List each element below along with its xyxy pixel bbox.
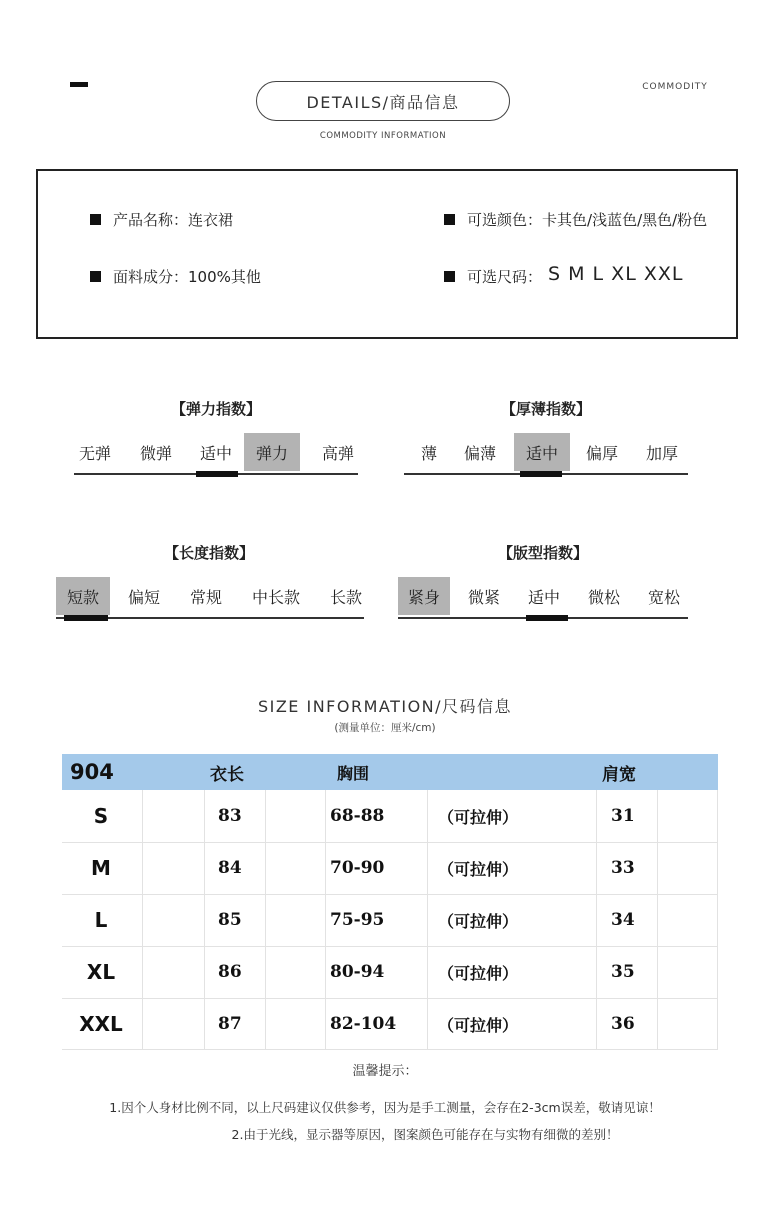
grid-line [325, 790, 326, 1050]
measurement-unit: (测量单位：厘米/cm) [334, 722, 436, 734]
fabric-value: 100%其他 [188, 268, 261, 286]
size-table [62, 754, 718, 1050]
index-option: 适中 [514, 433, 570, 471]
bust-cell: 68-88 [330, 806, 385, 826]
shoulder-cell: 31 [611, 806, 635, 826]
length-cell: 84 [218, 858, 242, 878]
grid-line [717, 790, 718, 1050]
index-option: 弹力 [244, 433, 300, 471]
details-title-pill [256, 81, 510, 121]
index-option: 微紧 [467, 587, 500, 607]
sizes-value: S M L XL XXL [548, 263, 684, 285]
stretch-note-cell: （可拉伸） [438, 859, 519, 879]
index-option: 偏短 [127, 587, 160, 607]
tip-line-1: 1.因个人身材比例不同，以上尺码建议仅供参考，因为是手工测量，会存在2-3cm误差，敬请见谅！ [109, 1100, 661, 1115]
square-bullet-icon [444, 214, 455, 225]
colors-row [444, 209, 734, 231]
size-table-header [62, 754, 718, 790]
index-option: 微松 [587, 587, 620, 607]
index-option: 薄 [420, 443, 437, 463]
colors-label: 可选颜色： [467, 211, 543, 229]
index-option: 偏薄 [463, 443, 496, 463]
size-cell: XL [86, 960, 116, 984]
size-cell: M [91, 856, 111, 880]
elasticity-index-title: 【弹力指数】 [170, 400, 261, 418]
model-number: 904 [70, 760, 114, 784]
tips-title: 温馨提示： [352, 1064, 418, 1079]
index-option: 宽松 [647, 587, 680, 607]
product-name-label: 产品名称： [113, 211, 189, 229]
index-option: 加厚 [645, 443, 678, 463]
index-option: 常规 [189, 587, 222, 607]
header-length: 衣长 [210, 764, 244, 785]
grid-line [657, 790, 658, 1050]
index-selected-marker [64, 615, 108, 621]
length-cell: 83 [218, 806, 242, 826]
thickness-index-title: 【厚薄指数】 [500, 400, 591, 418]
index-option: 无弹 [78, 443, 111, 463]
bust-cell: 70-90 [330, 858, 385, 878]
index-selected-marker [196, 471, 238, 477]
sizes-label: 可选尺码： [467, 268, 543, 286]
product-name-value: 连衣裙 [188, 211, 234, 229]
details-title: DETAILS/商品信息 [306, 92, 460, 112]
index-option: 微弹 [139, 443, 172, 463]
index-option: 短款 [56, 577, 110, 615]
size-cell: L [94, 908, 108, 932]
shoulder-cell: 34 [611, 910, 635, 930]
index-option: 高弹 [321, 443, 354, 463]
length-cell: 85 [218, 910, 242, 930]
bust-cell: 80-94 [330, 962, 385, 982]
square-bullet-icon [90, 214, 101, 225]
stretch-note-cell: （可拉伸） [438, 807, 519, 827]
decorative-dash [70, 82, 88, 87]
index-option: 适中 [527, 587, 560, 607]
shoulder-cell: 35 [611, 962, 635, 982]
grid-line [596, 790, 597, 1050]
index-selected-marker [520, 471, 562, 477]
index-selected-marker [526, 615, 568, 621]
shoulder-cell: 33 [611, 858, 635, 878]
grid-line [204, 790, 205, 1050]
product-info-box [36, 169, 738, 339]
sizes-row [444, 263, 684, 288]
size-information-title: SIZE INFORMATION/尺码信息 [257, 697, 513, 716]
elasticity-scale [74, 433, 358, 493]
index-option: 紧身 [398, 577, 450, 615]
length-index-title: 【长度指数】 [163, 544, 254, 562]
bust-cell: 75-95 [330, 910, 385, 930]
square-bullet-icon [444, 271, 455, 282]
thickness-scale [404, 433, 688, 493]
commodity-information-caption: COMMODITY INFORMATION [319, 131, 447, 141]
index-option: 适中 [199, 443, 232, 463]
header-shoulder: 肩宽 [602, 764, 636, 785]
grid-line [142, 790, 143, 1050]
bust-cell: 82-104 [330, 1014, 397, 1034]
stretch-note-cell: （可拉伸） [438, 963, 519, 983]
commodity-corner-label: COMMODITY [642, 82, 708, 92]
length-cell: 86 [218, 962, 242, 982]
colors-value: 卡其色/浅蓝色/黑色/粉色 [542, 211, 708, 229]
square-bullet-icon [90, 271, 101, 282]
product-name-row [90, 209, 233, 231]
fit-index-title: 【版型指数】 [497, 544, 588, 562]
index-option: 偏厚 [585, 443, 618, 463]
fabric-label: 面料成分： [113, 268, 189, 286]
index-option: 中长款 [251, 587, 300, 607]
shoulder-cell: 36 [611, 1014, 635, 1034]
grid-line [427, 790, 428, 1050]
stretch-note-cell: （可拉伸） [438, 911, 519, 931]
stretch-note-cell: （可拉伸） [438, 1015, 519, 1035]
fabric-row [90, 266, 261, 288]
length-scale [56, 577, 364, 637]
length-cell: 87 [218, 1014, 242, 1034]
fit-scale [398, 577, 688, 637]
index-option: 长款 [329, 587, 362, 607]
header-bust: 胸围 [337, 763, 370, 783]
size-cell: S [93, 804, 109, 828]
tip-line-2: 2.由于光线，显示器等原因，图案颜色可能存在与实物有细微的差别！ [231, 1127, 619, 1142]
size-cell: XXL [79, 1012, 123, 1036]
